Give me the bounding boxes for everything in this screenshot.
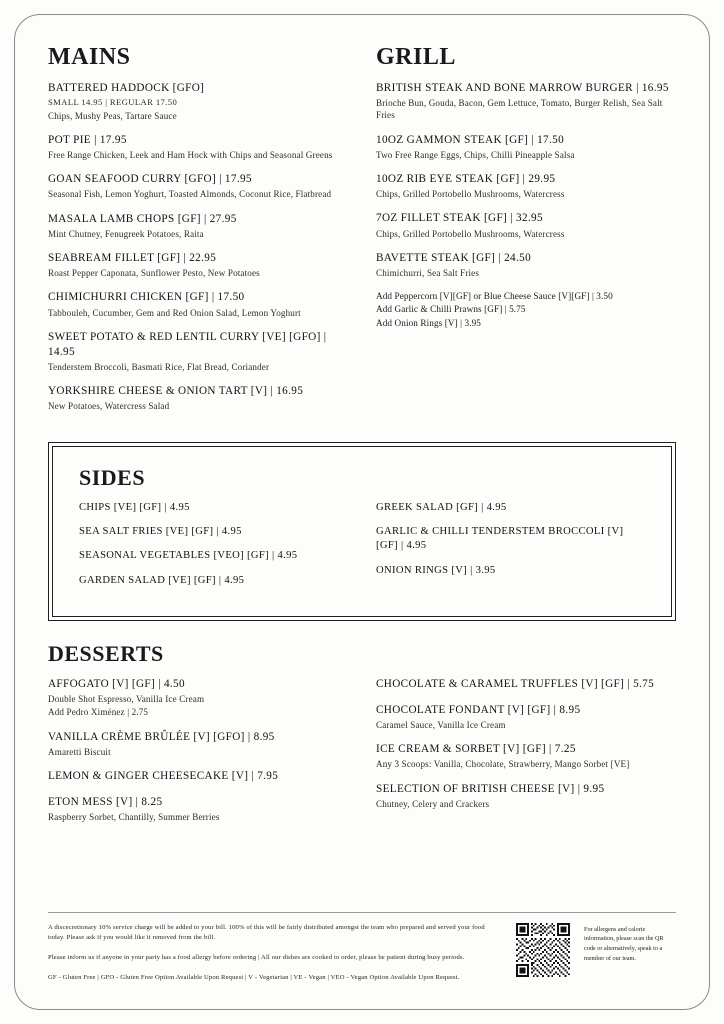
menu-item [48, 330, 348, 373]
menu-item [376, 742, 676, 770]
item-name: MASALA LAMB CHOPS [GF] | 27.95 [48, 212, 237, 225]
mains-column [48, 44, 348, 424]
menu-item [79, 549, 348, 563]
menu-item [48, 677, 348, 719]
item-name: CHOCOLATE FONDANT [V] [GF] | 8.95 [376, 704, 581, 716]
footer-text [48, 923, 502, 985]
item-name: ONION RINGS [V] | 3.95 [376, 564, 496, 576]
menu-item [79, 525, 348, 539]
menu-item [79, 501, 348, 515]
item-description: Mint Chutney, Fenugreek Potatoes, Raita [48, 228, 204, 239]
item-name: POT PIE | 17.95 [48, 133, 127, 146]
menu-content [48, 44, 676, 994]
item-name: 7OZ FILLET STEAK [GF] | 32.95 [376, 212, 543, 225]
item-name: SEASONAL VEGETABLES [VEO] [GF] | 4.95 [79, 550, 298, 562]
menu-item [48, 133, 348, 161]
item-name: SWEET POTATO & RED LENTIL CURRY [VE] [GFO] | 14.95 [48, 330, 327, 358]
menu-item [376, 501, 645, 515]
section-title-mains: MAINS [48, 44, 131, 70]
item-name: YORKSHIRE CHEESE & ONION TART [V] | 16.95 [48, 385, 304, 398]
item-name: ETON MESS [V] | 8.25 [48, 796, 163, 809]
item-description: Tenderstem Broccoli, Basmati Rice, Flat Bread, Coriander [48, 362, 270, 373]
item-description: Chips, Grilled Portobello Mushrooms, Watercress [376, 228, 565, 239]
item-description: New Potatoes, Watercress Salad [48, 401, 170, 412]
item-name: GREEK SALAD [GF] | 4.95 [376, 501, 507, 513]
grill-column [376, 44, 676, 424]
sides-right-column [376, 501, 645, 598]
menu-item [376, 81, 676, 122]
service-charge-note: A discecretionary 10% service charge will be added to your bill. 100% of this will be fairly distributed amongst the team who prepared and served your food today. Please ask if you would like it removed from the bill. [48, 923, 485, 942]
item-name: CHOCOLATE & CARAMEL TRUFFLES [V] [GF] | 5.75 [376, 677, 655, 690]
section-title-sides: SIDES [79, 464, 146, 490]
item-description: Amaretti Biscuit [48, 746, 111, 757]
item-price-line: SMALL 14.95 | REGULAR 17.50 [48, 97, 178, 108]
menu-item [79, 574, 348, 588]
menu-item [48, 251, 348, 279]
item-name: GARDEN SALAD [VE] [GF] | 4.95 [79, 574, 245, 586]
qr-note: For allergens and calorie information, please scan the QR code or alternatively, speak to a member of our team. [584, 925, 664, 963]
dietary-key: GF - Gluten Free | GFO - Gluten Free Option Available Upon Request | V - Vegetarian | VE - Vegan | VEO - Vegan Option Available Upon Request. [48, 974, 460, 982]
item-name: BRITISH STEAK AND BONE MARROW BURGER | 16.95 [376, 82, 669, 94]
desserts-left-column [48, 677, 348, 835]
sides-columns [79, 501, 645, 598]
desserts-section [48, 641, 676, 835]
menu-item [376, 782, 676, 810]
menu-item [48, 795, 348, 823]
allergy-note: Please inform us if anyone in your party has a food allergy before ordering | All our dishes are cooked to order, please be patient during busy periods. [48, 954, 465, 962]
item-description: Seasonal Fish, Lemon Yoghurt, Toasted Almonds, Coconut Rice, Flatbread [48, 189, 332, 200]
item-name: GARLIC & CHILLI TENDERSTEM BROCCOLI [V] [GF] | 4.95 [376, 526, 624, 552]
item-description: Free Range Chicken, Leek and Ham Hock with Chips and Seasonal Greens [48, 150, 333, 161]
addon-line: Add Garlic & Chilli Prawns [GF] | 5.75 [376, 304, 526, 315]
addon-line: Add Onion Rings [V] | 3.95 [376, 317, 481, 328]
item-description: Two Free Range Eggs, Chips, Chilli Pineapple Salsa [376, 149, 575, 160]
menu-item [48, 212, 348, 240]
menu-item [48, 769, 348, 784]
sides-left-column [79, 501, 348, 598]
item-description: Chips, Grilled Portobello Mushrooms, Watercress [376, 189, 565, 200]
menu-item [48, 384, 348, 412]
menu-item [376, 677, 676, 692]
qr-code-icon[interactable] [516, 923, 570, 977]
footer-divider [48, 912, 676, 913]
grill-addons [376, 290, 676, 330]
menu-item [376, 703, 676, 731]
menu-item [376, 172, 676, 200]
menu-item [48, 172, 348, 200]
item-name: AFFOGATO [V] [GF] | 4.50 [48, 677, 185, 690]
item-name: BAVETTE STEAK [GF] | 24.50 [376, 251, 532, 264]
item-name: VANILLA CRÈME BRÛLÉE [V] [GFO] | 8.95 [48, 730, 275, 743]
sides-box-inner [52, 446, 672, 617]
menu-item [376, 251, 676, 279]
item-description: Chimichurri, Sea Salt Fries [376, 267, 480, 278]
footer [48, 912, 676, 985]
item-name: SEABREAM FILLET [GF] | 22.95 [48, 252, 217, 265]
item-description-extra: Add Pedro Ximénez | 2.75 [48, 707, 149, 718]
item-description: Any 3 Scoops: Vanilla, Chocolate, Strawberry, Mango Sorbet [VE] [376, 759, 630, 770]
item-name: CHIMICHURRI CHICKEN [GF] | 17.50 [48, 291, 245, 304]
item-name: LEMON & GINGER CHEESECAKE [V] | 7.95 [48, 769, 279, 782]
item-name: SELECTION OF BRITISH CHEESE [V] | 9.95 [376, 782, 605, 795]
item-name: ICE CREAM & SORBET [V] [GF] | 7.25 [376, 743, 576, 756]
menu-item [48, 81, 348, 122]
menu-item [376, 133, 676, 161]
section-title-grill: GRILL [376, 44, 456, 70]
menu-item [376, 564, 645, 578]
item-name: 10OZ GAMMON STEAK [GF] | 17.50 [376, 133, 565, 146]
item-description: Caramel Sauce, Vanilla Ice Cream [376, 720, 506, 731]
menu-item [48, 730, 348, 758]
item-description: Double Shot Espresso, Vanilla Ice Cream [48, 694, 205, 704]
section-title-desserts: DESSERTS [48, 640, 164, 666]
item-description: Roast Pepper Caponata, Sunflower Pesto, New Potatoes [48, 268, 260, 279]
item-name: BATTERED HADDOCK [GFO] [48, 82, 205, 94]
item-name: 10OZ RIB EYE STEAK [GF] | 29.95 [376, 173, 556, 186]
item-name: GOAN SEAFOOD CURRY [GFO] | 17.95 [48, 173, 252, 186]
item-description: Raspberry Sorbet, Chantilly, Summer Berries [48, 812, 220, 823]
item-description: Brioche Bun, Gouda, Bacon, Gem Lettuce, Tomato, Burger Relish, Sea Salt Fries [376, 98, 663, 121]
item-name: CHIPS [VE] [GF] | 4.95 [79, 501, 190, 513]
item-description: Chips, Mushy Peas, Tartare Sauce [48, 110, 177, 121]
item-description: Tabbouleh, Cucumber, Gem and Red Onion Salad, Lemon Yoghurt [48, 307, 301, 318]
mains-grill-columns [48, 44, 676, 424]
menu-item [376, 211, 676, 239]
desserts-right-column [376, 677, 676, 835]
menu-item [376, 525, 645, 554]
desserts-columns [48, 677, 676, 835]
addon-line: Add Peppercorn [V][GF] or Blue Cheese Sauce [V][GF] | 3.50 [376, 291, 613, 302]
item-description: Chutney, Celery and Crackers [376, 798, 490, 809]
menu-item [48, 290, 348, 318]
sides-section [48, 442, 676, 621]
footer-row [48, 923, 676, 985]
item-name: SEA SALT FRIES [VE] [GF] | 4.95 [79, 526, 242, 537]
